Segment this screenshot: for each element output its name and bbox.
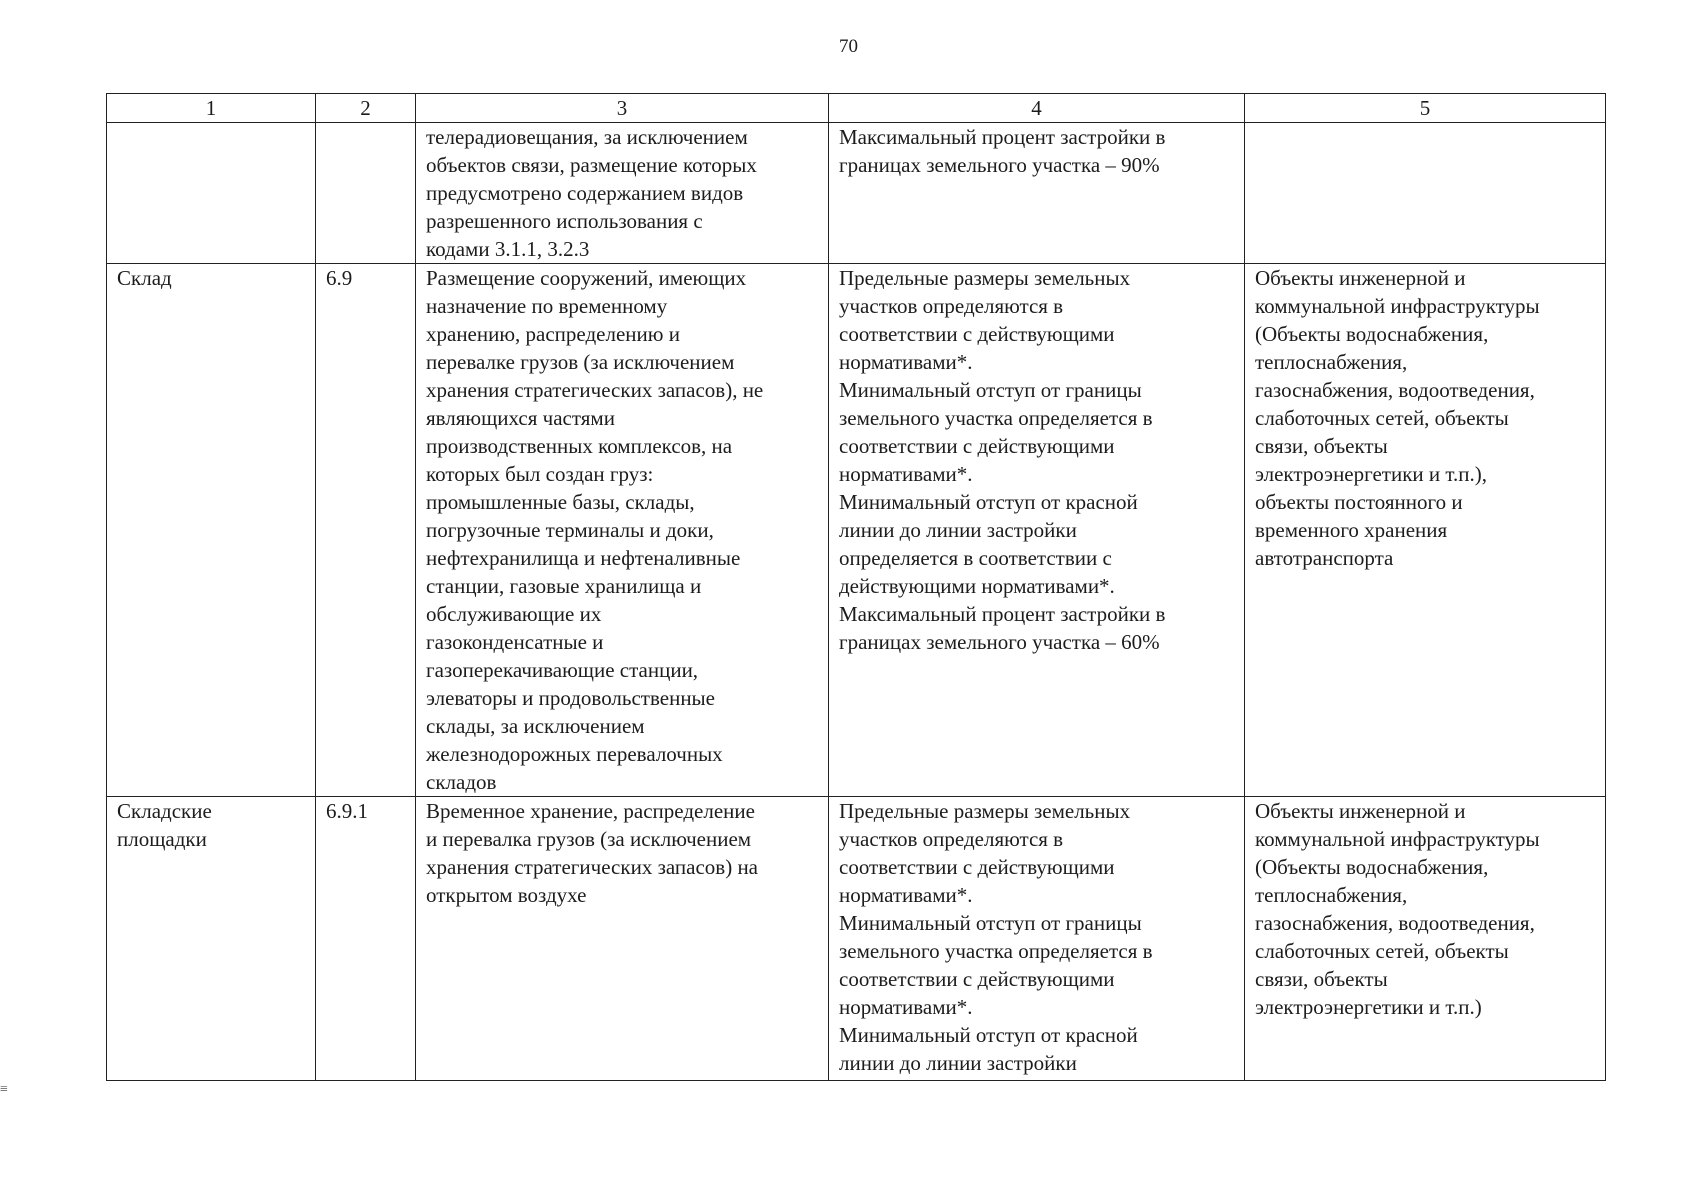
cell-text-line: телерадиовещания, за исключением — [426, 125, 748, 149]
cell-text-line: Складские — [117, 799, 212, 823]
cell-text-line: (Объекты водоснабжения, — [1255, 855, 1489, 879]
column-header-2: 2 — [316, 94, 416, 123]
table-row — [107, 123, 1606, 264]
cell-text-line: кодами 3.1.1, 3.2.3 — [426, 237, 590, 261]
use-description-cell — [416, 797, 829, 1081]
cell-text-line: Объекты инженерной и — [1255, 799, 1466, 823]
cell-text-line: объектов связи, размещение которых — [426, 153, 757, 177]
cell-text-line: являющихся частями — [426, 406, 615, 430]
cell-text-line: Предельные размеры земельных — [839, 266, 1131, 290]
cell-text-line: Минимальный отступ от красной — [839, 1023, 1138, 1047]
cell-text-line: железнодорожных перевалочных — [426, 742, 723, 766]
cell-text-line: хранения стратегических запасов), не — [426, 378, 764, 402]
use-name-cell — [107, 264, 316, 797]
parameters-cell — [829, 264, 1245, 797]
cell-text-line: предусмотрено содержанием видов — [426, 181, 744, 205]
cell-text-line: газоснабжения, водоотведения, — [1255, 378, 1535, 402]
cell-text-line: связи, объекты — [1255, 967, 1388, 991]
cell-text-line: соответствии с действующими — [839, 434, 1115, 458]
cell-text-line: автотранспорта — [1255, 546, 1394, 570]
cell-text-line: Максимальный процент застройки в — [839, 602, 1166, 626]
page-number: 70 — [839, 36, 858, 57]
cell-text-line: объекты постоянного и — [1255, 490, 1463, 514]
cell-text-line: газоперекачивающие станции, — [426, 658, 699, 682]
cell-text-line: складов — [426, 770, 497, 794]
cell-text-line: определяется в соответствии с — [839, 546, 1112, 570]
cell-text-line: Минимальный отступ от границы — [839, 911, 1142, 935]
cell-text-line: Максимальный процент застройки в — [839, 125, 1166, 149]
cell-text-line: линии до линии застройки — [839, 518, 1077, 542]
auxiliary-uses-cell — [1245, 264, 1606, 797]
cell-text-line: электроэнергетики и т.п.) — [1255, 995, 1482, 1019]
column-header-3: 3 — [416, 94, 829, 123]
cell-text-line: (Объекты водоснабжения, — [1255, 322, 1489, 346]
cell-text-line: нормативами*. — [839, 883, 973, 907]
cell-text-line: погрузочные терминалы и доки, — [426, 518, 714, 542]
cell-text-line: открытом воздухе — [426, 883, 587, 907]
cell-text-line: склады, за исключением — [426, 714, 645, 738]
cell-text-line: элеваторы и продовольственные — [426, 686, 715, 710]
cell-text-line: Временное хранение, распределение — [426, 799, 755, 823]
regulations-table — [106, 93, 1606, 1081]
cell-text-line: Размещение сооружений, имеющих — [426, 266, 747, 290]
cell-text-line: 6.9.1 — [326, 799, 368, 823]
table-header — [107, 94, 1606, 123]
cell-text-line: и перевалка грузов (за исключением — [426, 827, 752, 851]
use-code-cell — [316, 797, 416, 1081]
cell-text-line: теплоснабжения, — [1255, 883, 1408, 907]
table-row — [107, 264, 1606, 797]
parameters-cell — [829, 123, 1245, 264]
table-row — [107, 797, 1606, 1081]
cell-text-line: нормативами*. — [839, 995, 973, 1019]
cell-text-line: коммунальной инфраструктуры — [1255, 827, 1540, 851]
use-name-cell — [107, 797, 316, 1081]
column-header-1: 1 — [107, 94, 316, 123]
cell-text-line: Минимальный отступ от границы — [839, 378, 1142, 402]
cell-text-line: нормативами*. — [839, 462, 973, 486]
cell-text-line: электроэнергетики и т.п.), — [1255, 462, 1487, 486]
use-name-cell — [107, 123, 316, 264]
table-body — [107, 123, 1606, 1081]
use-description-cell — [416, 123, 829, 264]
column-header-5: 5 — [1245, 94, 1606, 123]
auxiliary-uses-cell — [1245, 797, 1606, 1081]
cell-text-line: участков определяются в — [839, 294, 1064, 318]
cell-text-line: земельного участка определяется в — [839, 939, 1153, 963]
cell-text-line: границах земельного участка – 90% — [839, 153, 1160, 177]
cell-text-line: хранению, распределению и — [426, 322, 680, 346]
cell-text-line: соответствии с действующими — [839, 855, 1115, 879]
use-code-cell — [316, 264, 416, 797]
cell-text-line: разрешенного использования с — [426, 209, 703, 233]
cell-text-line: газоснабжения, водоотведения, — [1255, 911, 1535, 935]
cell-text-line: Минимальный отступ от красной — [839, 490, 1138, 514]
cell-text-line: слаботочных сетей, объекты — [1255, 406, 1509, 430]
scan-edge-mark: ≡ — [0, 1082, 8, 1097]
cell-text-line: перевалке грузов (за исключением — [426, 350, 735, 374]
cell-text-line: производственных комплексов, на — [426, 434, 733, 458]
cell-text-line: Склад — [117, 266, 172, 290]
cell-text-line: границах земельного участка – 60% — [839, 630, 1160, 654]
cell-text-line: соответствии с действующими — [839, 322, 1115, 346]
auxiliary-uses-cell — [1245, 123, 1606, 264]
cell-text-line: обслуживающие их — [426, 602, 602, 626]
cell-text-line: 6.9 — [326, 266, 353, 290]
use-description-cell — [416, 264, 829, 797]
cell-text-line: теплоснабжения, — [1255, 350, 1408, 374]
cell-text-line: действующими нормативами*. — [839, 574, 1115, 598]
cell-text-line: станции, газовые хранилища и — [426, 574, 702, 598]
cell-text-line: назначение по временному — [426, 294, 668, 318]
cell-text-line: газоконденсатные и — [426, 630, 604, 654]
cell-text-line: участков определяются в — [839, 827, 1064, 851]
cell-text-line: Объекты инженерной и — [1255, 266, 1466, 290]
parameters-cell — [829, 797, 1245, 1081]
column-header-4: 4 — [829, 94, 1245, 123]
cell-text-line: которых был создан груз: — [426, 462, 654, 486]
cell-text-line: слаботочных сетей, объекты — [1255, 939, 1509, 963]
cell-text-line: земельного участка определяется в — [839, 406, 1153, 430]
cell-text-line: площадки — [117, 827, 207, 851]
cell-text-line: Предельные размеры земельных — [839, 799, 1131, 823]
cell-text-line: соответствии с действующими — [839, 967, 1115, 991]
header-row — [107, 94, 1606, 123]
cell-text-line: коммунальной инфраструктуры — [1255, 294, 1540, 318]
cell-text-line: линии до линии застройки — [839, 1051, 1077, 1075]
use-code-cell — [316, 123, 416, 264]
cell-text-line: промышленные базы, склады, — [426, 490, 695, 514]
cell-text-line: нефтехранилища и нефтеналивные — [426, 546, 741, 570]
cell-text-line: нормативами*. — [839, 350, 973, 374]
cell-text-line: временного хранения — [1255, 518, 1448, 542]
cell-text-line: связи, объекты — [1255, 434, 1388, 458]
cell-text-line: хранения стратегических запасов) на — [426, 855, 759, 879]
